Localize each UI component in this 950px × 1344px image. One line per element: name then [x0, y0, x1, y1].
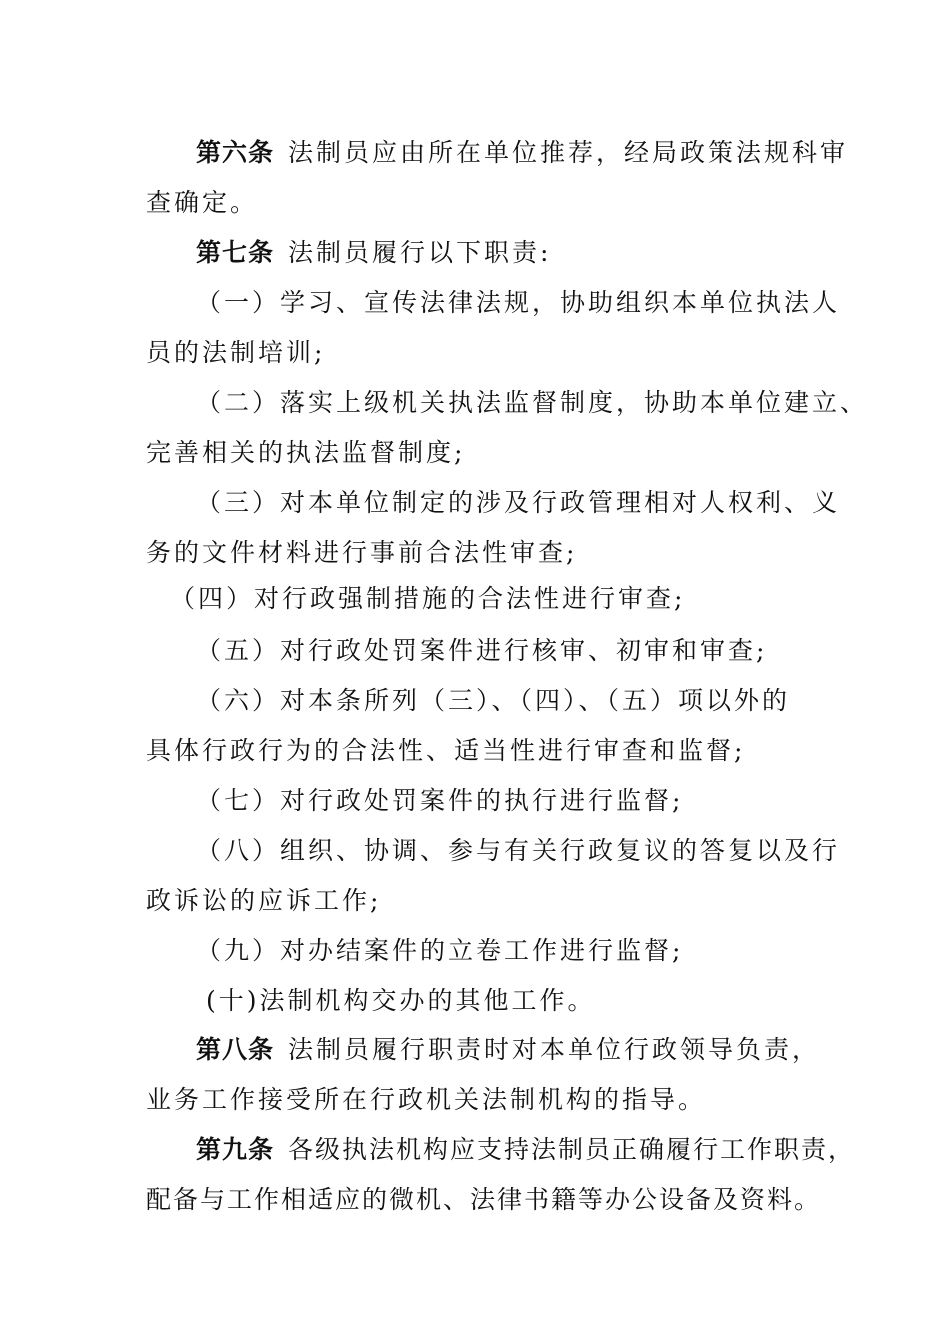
duty-3-line-1: （三）对本单位制定的涉及行政管理相对人权利、义 — [196, 488, 841, 517]
duty-10-line-1: (十)法制机构交办的其他工作。 — [206, 986, 596, 1015]
duty-6-line-1: （六）对本条所列（三）、（四）、（五）项以外的 — [196, 686, 791, 715]
article-7-label: 第七条 — [196, 238, 275, 267]
article-9-line-2: 配备与工作相适应的微机、法律书籍等办公设备及资料。 — [146, 1185, 822, 1214]
article-8-line-1 — [196, 1034, 820, 1066]
article-7-line-1 — [196, 237, 551, 269]
duty-8-line-2: 政诉讼的应诉工作; — [146, 886, 382, 915]
duty-6-line-2: 具体行政行为的合法性、适当性进行审查和监督; — [146, 736, 746, 765]
article-6-line-1 — [196, 137, 848, 169]
duty-1-line-1: （一）学习、宣传法律法规，协助组织本单位执法人 — [196, 288, 841, 317]
article-6-label: 第六条 — [196, 138, 275, 167]
article-9-text-1: 各级执法机构应支持法制员正确履行工作职责， — [288, 1135, 856, 1164]
duty-2-line-1: （二）落实上级机关执法监督制度，协助本单位建立、 — [196, 388, 869, 417]
duty-8-line-1: （八）组织、协调、参与有关行政复议的答复以及行 — [196, 836, 841, 865]
duty-9-line-1: （九）对办结案件的立卷工作进行监督; — [196, 936, 684, 965]
article-8-text-1: 法制员履行职责时对本单位行政领导负责， — [288, 1035, 821, 1064]
duty-5-line-1: （五）对行政处罚案件进行核审、初审和审查; — [196, 636, 768, 665]
article-9-label: 第九条 — [196, 1135, 275, 1164]
article-8-label: 第八条 — [196, 1035, 275, 1064]
duty-4-line-1: （四）对行政强制措施的合法性进行审查; — [170, 584, 686, 613]
article-6-text-1: 法制员应由所在单位推荐，经局政策法规科审 — [288, 138, 849, 167]
article-6-line-2: 查确定。 — [146, 188, 259, 217]
duty-3-line-2: 务的文件材料进行事前合法性审查; — [146, 538, 578, 567]
article-8-line-2: 业务工作接受所在行政机关法制机构的指导。 — [146, 1085, 707, 1114]
article-9-line-1 — [196, 1134, 855, 1166]
duty-1-line-2: 员的法制培训; — [146, 338, 326, 367]
duty-2-line-2: 完善相关的执法监督制度; — [146, 438, 466, 467]
article-7-text-1: 法制员履行以下职责: — [288, 238, 552, 267]
duty-7-line-1: （七）对行政处罚案件的执行进行监督; — [196, 786, 684, 815]
